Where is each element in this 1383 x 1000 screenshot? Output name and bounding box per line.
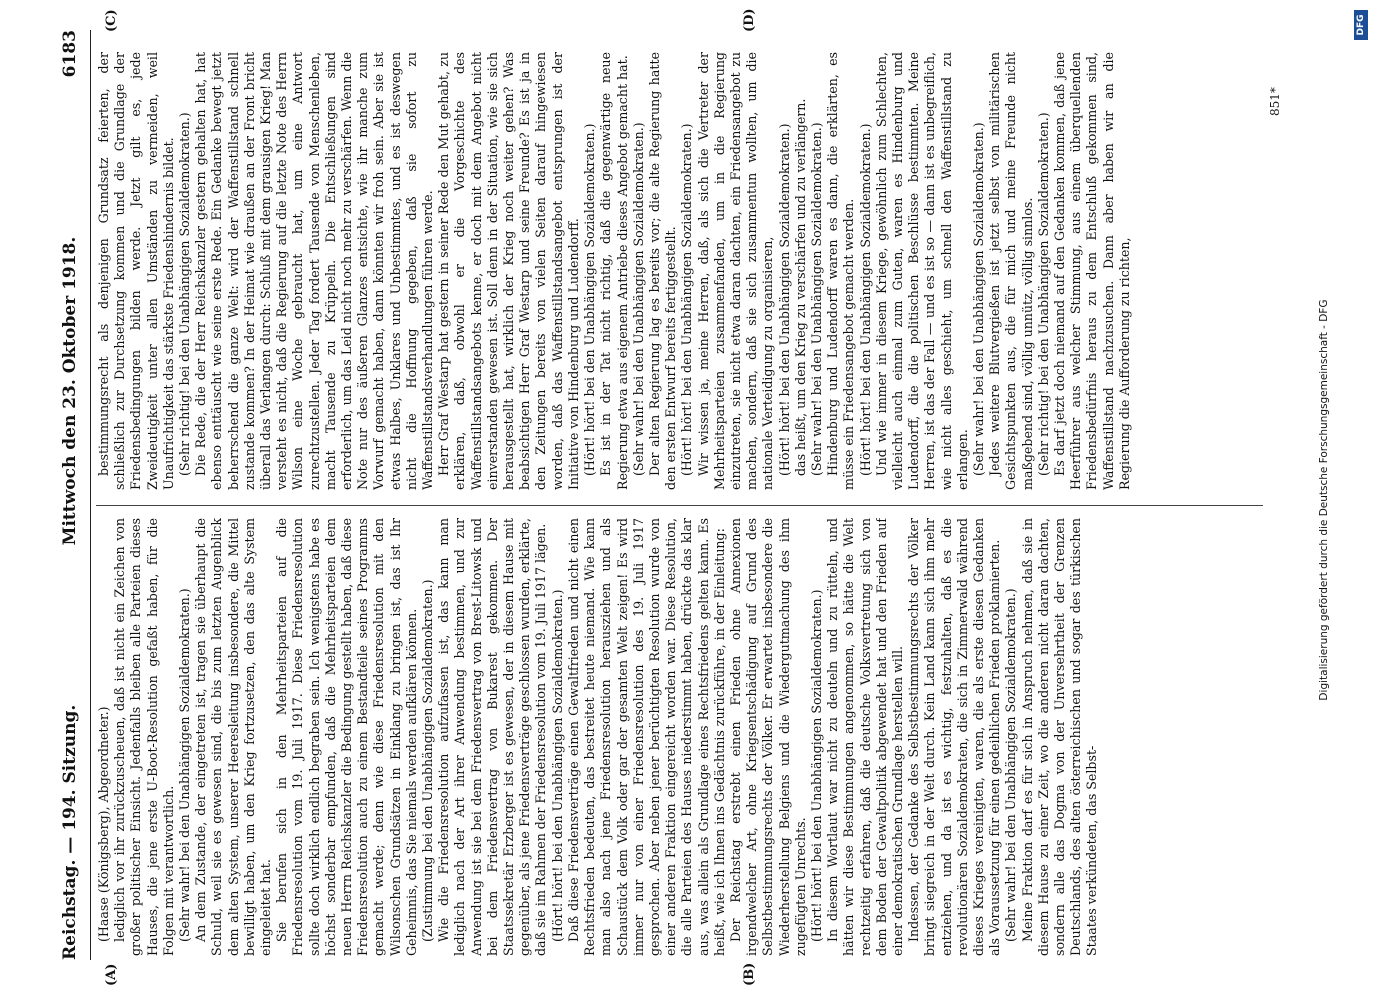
interjection-note: (Sehr wahr! bei den Unabhängigen Sozialdemokraten.) [630, 122, 646, 476]
paragraph: In diesem Wortlaut war nicht zu deuteln und zu rütteln, und hätten wir diese Bestimmungen angenommen, so hätte die Welt rechtzeitig erfahren, daß die deutsche Volksvertretung sich von dem Boden der Gewaltpolitik abgewendet hat und den Frieden auf einer demokratischen Grundlage herstellen will. [825, 518, 905, 956]
header-left: Reichstag. — 194. Sitzung. [60, 704, 80, 960]
interjection-note: (Zustimmung bei den Unabhängigen Sozialdemokraten.) [420, 579, 436, 942]
column-divider [96, 505, 1263, 506]
interjection-note: (Sehr wahr! bei den Unabhängigen Sozialdemokraten.) [177, 588, 193, 942]
paragraph: lediglich vor ihr zurückzuscheuen, daß ist nicht ein Zeichen von großer politischer Einsicht. Jedenfalls bleiben alle Parteien dieses Hauses, die jene erste U-Boot-Resolution gefaßt haben, für die Folgen mit verantwortlich. [112, 518, 176, 956]
interjection-note: (Hört! hört! bei den Unabhängigen Sozialdemokraten.) [582, 123, 598, 476]
paragraph: Hindenburg und Ludendorff waren es dann, die erklärten, es müsse ein Friedensangebot gemacht werden. [825, 52, 857, 490]
interjection-note: (Hört! hört! bei den Unabhängigen Sozialdemokraten.) [679, 123, 695, 476]
paragraph: Der alten Regierung lag es bereits vor; die alte Regierung hatte den ersten Entwurf bereits fertiggestellt. [646, 52, 679, 490]
interjection-note: (Sehr richtig! bei den Unabhängigen Sozialdemokraten.) [177, 112, 193, 476]
paragraph: Indessen, der Gedanke des Selbstbestimmungsrechts der Völker bringt siegreich in der Welt durch. Kein Land kann sich ihm mehr entziehen, und da ist es wichtig, festzuhalten, daß es die revolutionären Sozialdemokraten, die sich in Zimmerwald während dieses Krieges vereinigten, waren, die als erste diesen Gedanken als Voraussetzung für einen gedeihlichen Frieden proklamierten. [906, 518, 1003, 956]
paragraph: bestimmungsrecht als denjenigen Grundsatz feierten, der schließlich zur Durchsetzung kommen und die Grundlage der Friedensbedingungen bilden werde. Jetzt gilt es, jede Zweideutigkeit unter allen Umständen zu vermeiden, weil Unaufrichtigkeit das stärkste Friedenshindernis bildet. [96, 52, 176, 490]
interjection-note: (Hört! hört! bei den Unabhängigen Sozialdemokraten.) [549, 589, 565, 942]
footnote-number: 851* [1268, 87, 1282, 116]
interjection-note: (Sehr wahr! bei den Unabhängigen Sozialdemokraten.) [1003, 588, 1019, 942]
paragraph: Jedes weitere Blutvergießen ist jetzt selbst von militärischen Gesichtspunkten aus, die für mich und meine Freunde nicht maßgebend sind, völlig unnütz, völlig sinnlos. [987, 52, 1035, 490]
margin-marker-d: (D) [742, 8, 757, 32]
paragraph: Und wie immer in diesem Kriege, gewöhnlich zum Schlechten, vielleicht auch einmal zum Guten, waren es Hindenburg und Ludendorff, die die politischen Beschlüsse bestimmten. Meine Herren, ist das der Fall — und es ist so — dann ist es unbegreiflich, wie nicht alles geschieht, um schnell den Waffenstillstand zu erlangen. [873, 52, 970, 490]
paragraph: das heißt, um den Krieg zu verschärfen und zu verlängern. [792, 98, 808, 476]
paragraph: Wir wissen ja, meine Herren, daß, als sich die Vertreter der Mehrheitsparteien zusammenfanden, um in die Regierung einzutreten, sie nicht etwa daran dachten, ein Friedensangebot zu machen, sondern, daß sie sich zusammentun wollten, um die nationale Verteidigung zu organisieren, [695, 52, 776, 490]
header-center: Mittwoch den 23. Oktober 1918. [60, 236, 80, 546]
paragraph: Die Rede, die der Herr Reichskanzler gestern gehalten hat, hat ebenso enttäuscht wie seine erste Rede. Ein Gedanke bewegt jetzt beherrschend die ganze Welt: wird der Waffenstillstand schnell zustande kommen? In der Heimat wie draußen an der Front bricht überall das Verlangen durch: Schluß mit dem grausigen Krieg! Man versteht es nicht, daß die Regierung auf die letzte Note des Herrn Wilson eine Woche gebraucht hat, um eine Antwort zurechtzustellen. Jeder Tag fordert Tausende von Menschenleben, macht Tausende zu Krüppeln. Die Entschließungen sind erforderlich, um das Leid nicht noch mehr zu verschärfen. Wenn die Note nur des äußeren Glanzes entsichte, wie ihr manche zum Vorwurf gemacht haben, dann könnten wir froh sein. Aber sie ist etwas Halbes, Unklares und Unbestimmtes, und es ist deswegen nicht die Hoffnung gegeben, daß sie sofort zu Waffenstillstandsverhandlungen führen werde. [193, 52, 436, 490]
interjection-note: (Hört! hört! bei den Unabhängigen Sozialdemokraten.) [776, 123, 792, 476]
page-header [50, 30, 91, 960]
left-column [96, 518, 1263, 956]
dfg-logo: DFG [1354, 10, 1368, 40]
interjection-note: (Sehr wahr! bei den Unabhängigen Sozialdemokraten.) [808, 122, 824, 476]
paragraph: Wie die Friedensresolution aufzufassen ist, das kann man lediglich nach der Art ihrer Anwendung bestimmen, und zur Anwendung ist sie bei dem Friedensvertrag von Brest-Litowsk und bei dem Friedensvertrag von Bukarest gekommen. Der Staatssekretär Erzberger ist es gewesen, der in diesem Hause mit gegenüber, als jene Friedensverträge geschlossen wurden, erklärte, daß sie im Rahmen der Friedensresolution vom 19. Juli 1917 lägen. [436, 518, 549, 956]
interjection-note: (Sehr wahr! bei den Unabhängigen Sozialdemokraten.) [970, 122, 986, 476]
page-number: 6183 [60, 30, 80, 78]
digitization-credit: Digitalisierung gefördert durch die Deutsche Forschungsgemeinschaft - DFG [1318, 299, 1330, 701]
paragraph: Daß diese Friedensverträge einen Gewaltfrieden und nicht einen Rechtsfrieden bedeuten, das bestreitet heute niemand. Wie kann man also nach jene Friedensresolution herausziehen und als Schaustück dem Volk oder gar der gesamten Welt zeigen! Es wird immer nur von einer Friedensresolution des 19. Juli 1917 gesprochen. Aber neben jener berüchtigten Resolution wurde von einer anderen Fraktion eingereicht worden war. Diese Resolution, die alle Parteien des Hauses niederstimmt haben, drückte das klar aus, was allein als Grundlage eines Rechtsfriedens gelten kann. Es heißt, wie ich Ihnen ins Gedächtnis zurückführe, in der Einleitung: [565, 518, 727, 956]
paragraph: An dem Zustande, der eingetreten ist, tragen sie überhaupt die Schuld, weil sie es gewesen sind, die bis zum letzten Augenblick dem alten System, unserer Heeresleitung insbesondere, die Mittel bewilligt haben, um den Krieg fortzusetzen, den das alte System eingeleitet hat. [193, 518, 274, 956]
right-column [96, 52, 1263, 490]
margin-marker-c: (C) [104, 9, 119, 32]
interjection-note: (Hört! hört! bei den Unabhängigen Sozialdemokraten.) [808, 589, 824, 942]
margin-marker-b: (B) [742, 962, 757, 986]
paragraph: Es ist in der Tat nicht richtig, daß die gegenwärtige neue Regierung etwa aus eigenem Antriebe dieses Angebot gemacht hat. [598, 52, 630, 490]
interjection-note: (Hört! hört! bei den Unabhängigen Sozialdemokraten.) [857, 123, 873, 476]
paragraph: Meine Fraktion darf es für sich in Anspruch nehmen, daß sie in diesem Hause zu einer Zeit, wo die anderen nicht daran dachten, sondern alle das Dogma von der Unversehrtheit der Grenzen Deutschlands, des alten österreichischen und sogar des türkischen Staates verkündeten, das Selbst- [1019, 518, 1100, 956]
margin-marker-a: (A) [104, 963, 119, 986]
paragraph: Herr Graf Westarp hat gestern in seiner Rede den Mut gehabt, zu erklären, daß, obwohl er die Vorgeschichte des Waffenstillstandsangebots kenne, er doch mit dem Angebot nicht einverstanden gewesen ist. Soll denn in der Situation, wie sie sich herausgestellt hat, wirklich der Krieg noch weiter gehen? Was beabsichtigen Herr Graf Westarp und seine Freunde? Es ist ja in den Zeitungen bereits von vielen Seiten darauf hingewiesen worden, daß das Waffenstillstandsangebot entsprungen ist der Initiative von Hindenburg und Ludendorff. [436, 52, 581, 490]
paragraph: Es darf jetzt doch niemand auf den Gedanken kommen, daß jene Heerführer aus welcher Stimmung, aus einem überquellenden Friedensbedürfnis heraus zu dem Entschluß gekommen sind, Waffenstillstand nachzusuchen. Dann aber haben wir an die Regierung die Aufforderung zu richten, [1051, 52, 1132, 490]
paragraph: Sie berufen sich in den Mehrheitsparteien auf die Friedensresolution vom 19. Juli 1917. Diese Friedensresolution sollte doch wirklich endlich begraben sein. Ich wenigstens habe es höchst sonderbar empfunden, daß die Mehrheitsparteien dem neuen Herrn Reichskanzler die Bedingung gestellt haben, daß diese Friedensresolution auch zu einem Bestandteile seines Programms gemacht werde; denn wie diese Friedensresolution mit den Wilsonschen Grundsätzen in Einklang zu bringen ist, das ist Ihr Geheimnis, das Sie niemals werden aufklären können. [274, 518, 419, 956]
interjection-note: (Haase (Königsberg), Abgeordneter.) [96, 706, 111, 942]
paragraph: Der Reichstag erstrebt einen Frieden ohne Annexionen irgendwelcher Art, ohne Kriegsentschädigung auf Grund des Selbstbestimmungsrechts der Völker. Er erwartet insbesondere die Wiederherstellung Belgiens und die Wiedergutmachung des ihm zugefügten Unrechts. [727, 518, 808, 956]
interjection-note: (Sehr richtig! bei den Unabhängigen Sozialdemokraten.) [1035, 112, 1051, 476]
